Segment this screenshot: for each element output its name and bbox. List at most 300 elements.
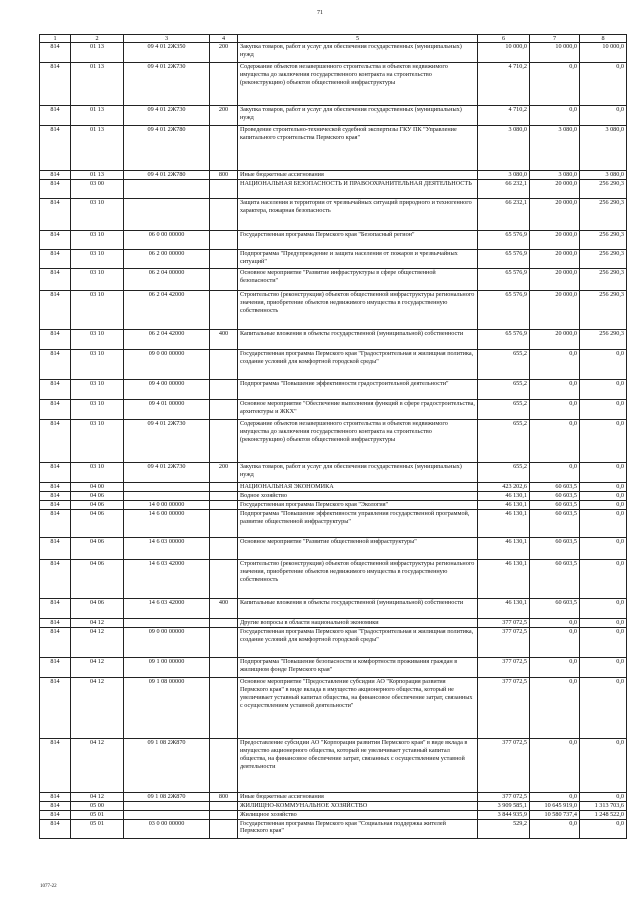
amount-year-2: 10 645 919,0 — [530, 801, 580, 810]
amount-year-2: 60 603,5 — [530, 598, 580, 618]
section-code: 04 12 — [71, 657, 124, 677]
expense-type-code — [210, 198, 238, 230]
expense-type-code — [210, 126, 238, 171]
table-row — [40, 349, 627, 379]
amount-year-1: 377 072,5 — [478, 657, 530, 677]
section-code: 04 12 — [71, 738, 124, 792]
dept-code: 814 — [40, 399, 71, 419]
amount-year-3: 1 248 522,0 — [580, 810, 627, 819]
dept-code: 814 — [40, 537, 71, 559]
amount-year-1: 66 232,1 — [478, 179, 530, 198]
expense-type-code — [210, 230, 238, 249]
amount-year-3: 0,0 — [580, 379, 627, 399]
dept-code: 814 — [40, 419, 71, 462]
section-code: 05 01 — [71, 819, 124, 838]
amount-year-3: 0,0 — [580, 559, 627, 598]
expense-type-code — [210, 491, 238, 500]
item-name: Подпрограмма "Повышение эффективности градостроительной деятельности" — [238, 379, 478, 399]
dept-code: 814 — [40, 198, 71, 230]
amount-year-3: 0,0 — [580, 462, 627, 482]
expense-type-code — [210, 801, 238, 810]
expense-type-code — [210, 738, 238, 792]
target-article-code: 09 4 01 2Ж780 — [124, 171, 210, 180]
amount-year-1: 3 080,0 — [478, 126, 530, 171]
section-code: 04 06 — [71, 491, 124, 500]
dept-code: 814 — [40, 349, 71, 379]
section-code: 03 10 — [71, 268, 124, 290]
item-name: Водное хозяйство — [238, 491, 478, 500]
amount-year-3: 0,0 — [580, 792, 627, 801]
item-name: Иные бюджетные ассигнования — [238, 792, 478, 801]
expense-type-code — [210, 63, 238, 106]
dept-code: 814 — [40, 738, 71, 792]
item-name: Основное мероприятие "Развитие общественной инфраструктуры" — [238, 537, 478, 559]
item-name: Содержание объектов незавершенного строительства и объектов недвижимого имущества до заключения государственного контракта на строительство (реконструкцию) объектов общественной инфраструктуры — [238, 63, 478, 106]
item-name: Строительство (реконструкция) объектов общественной инфраструктуры регионального значения, приобретение объектов недвижимого имущества в государственную собственность — [238, 290, 478, 329]
section-code: 03 10 — [71, 230, 124, 249]
table-row — [40, 627, 627, 657]
target-article-code: 09 4 00 00000 — [124, 379, 210, 399]
amount-year-2: 3 080,0 — [530, 171, 580, 180]
target-article-code: 09 4 01 2Ж730 — [124, 462, 210, 482]
dept-code: 814 — [40, 171, 71, 180]
dept-code: 814 — [40, 329, 71, 349]
target-article-code — [124, 179, 210, 198]
target-article-code: 09 4 01 2Ж730 — [124, 106, 210, 126]
item-name: ЖИЛИЩНО-КОММУНАЛЬНОЕ ХОЗЯЙСТВО — [238, 801, 478, 810]
section-code: 01 13 — [71, 126, 124, 171]
amount-year-3: 3 080,0 — [580, 126, 627, 171]
dept-code: 814 — [40, 598, 71, 618]
table-row — [40, 43, 627, 63]
section-code: 03 10 — [71, 329, 124, 349]
amount-year-2: 0,0 — [530, 106, 580, 126]
item-name: Капитальные вложения в объекты государственной (муниципальной) собственности — [238, 329, 478, 349]
amount-year-1: 46 130,1 — [478, 491, 530, 500]
column-header: 7 — [530, 35, 580, 43]
amount-year-3: 0,0 — [580, 399, 627, 419]
item-name: Другие вопросы в области национальной экономики — [238, 618, 478, 627]
section-code: 05 01 — [71, 810, 124, 819]
amount-year-3: 256 290,3 — [580, 290, 627, 329]
expense-type-code — [210, 419, 238, 462]
expense-type-code — [210, 627, 238, 657]
amount-year-1: 3 844 935,9 — [478, 810, 530, 819]
amount-year-2: 0,0 — [530, 627, 580, 657]
dept-code: 814 — [40, 43, 71, 63]
dept-code: 814 — [40, 268, 71, 290]
amount-year-3: 256 290,3 — [580, 230, 627, 249]
expense-type-code — [210, 819, 238, 838]
amount-year-1: 65 576,9 — [478, 249, 530, 268]
amount-year-1: 65 576,9 — [478, 230, 530, 249]
column-header: 4 — [210, 35, 238, 43]
target-article-code: 06 2 00 00000 — [124, 249, 210, 268]
target-article-code: 09 4 01 2Ж730 — [124, 63, 210, 106]
table-row — [40, 677, 627, 738]
amount-year-3: 3 080,0 — [580, 171, 627, 180]
dept-code: 814 — [40, 618, 71, 627]
section-code: 04 12 — [71, 677, 124, 738]
amount-year-2: 0,0 — [530, 618, 580, 627]
dept-code: 814 — [40, 179, 71, 198]
dept-code: 814 — [40, 810, 71, 819]
table-row — [40, 126, 627, 171]
table-row — [40, 792, 627, 801]
amount-year-2: 0,0 — [530, 379, 580, 399]
target-article-code — [124, 482, 210, 491]
amount-year-3: 256 290,3 — [580, 268, 627, 290]
amount-year-3: 0,0 — [580, 618, 627, 627]
table-row — [40, 819, 627, 838]
table-row — [40, 379, 627, 399]
expense-type-code — [210, 509, 238, 537]
amount-year-3: 256 290,3 — [580, 179, 627, 198]
amount-year-3: 256 290,3 — [580, 249, 627, 268]
section-code: 03 10 — [71, 379, 124, 399]
amount-year-2: 0,0 — [530, 419, 580, 462]
target-article-code: 06 2 04 42000 — [124, 290, 210, 329]
expense-type-code — [210, 268, 238, 290]
amount-year-3: 0,0 — [580, 106, 627, 126]
expense-type-code — [210, 618, 238, 627]
dept-code: 814 — [40, 657, 71, 677]
amount-year-1: 3 080,0 — [478, 171, 530, 180]
dept-code: 814 — [40, 491, 71, 500]
amount-year-2: 60 603,5 — [530, 482, 580, 491]
dept-code: 814 — [40, 819, 71, 838]
amount-year-3: 0,0 — [580, 500, 627, 509]
item-name: Закупка товаров, работ и услуг для обеспечения государственных (муниципальных) нужд — [238, 43, 478, 63]
amount-year-3: 0,0 — [580, 738, 627, 792]
dept-code: 814 — [40, 379, 71, 399]
table-row — [40, 618, 627, 627]
amount-year-2: 60 603,5 — [530, 491, 580, 500]
amount-year-1: 46 130,1 — [478, 509, 530, 537]
amount-year-1: 655,2 — [478, 462, 530, 482]
column-header: 6 — [478, 35, 530, 43]
table-row — [40, 399, 627, 419]
item-name: Подпрограмма "Повышение эффективности управления государственной программой, развитие общественной инфраструктуры" — [238, 509, 478, 537]
amount-year-1: 655,2 — [478, 349, 530, 379]
expense-type-code — [210, 500, 238, 509]
amount-year-2: 0,0 — [530, 349, 580, 379]
amount-year-1: 655,2 — [478, 379, 530, 399]
amount-year-2: 0,0 — [530, 462, 580, 482]
amount-year-1: 377 072,5 — [478, 618, 530, 627]
section-code: 04 06 — [71, 509, 124, 537]
table-row — [40, 810, 627, 819]
item-name: Строительство (реконструкция) объектов общественной инфраструктуры регионального значения, приобретение объектов недвижимого имущества в государственную собственность — [238, 559, 478, 598]
section-code: 03 10 — [71, 462, 124, 482]
amount-year-2: 0,0 — [530, 63, 580, 106]
table-row — [40, 738, 627, 792]
amount-year-1: 655,2 — [478, 399, 530, 419]
amount-year-1: 377 072,5 — [478, 738, 530, 792]
column-header: 1 — [40, 35, 71, 43]
section-code: 03 10 — [71, 198, 124, 230]
amount-year-2: 20 000,0 — [530, 290, 580, 329]
amount-year-1: 46 130,1 — [478, 598, 530, 618]
expense-type-code — [210, 399, 238, 419]
target-article-code: 09 4 01 2Ж350 — [124, 43, 210, 63]
target-article-code: 14 6 03 42000 — [124, 598, 210, 618]
dept-code: 814 — [40, 500, 71, 509]
item-name: Государственная программа Пермского края "Безопасный регион" — [238, 230, 478, 249]
amount-year-2: 0,0 — [530, 792, 580, 801]
amount-year-3: 0,0 — [580, 537, 627, 559]
item-name: Государственная программа Пермского края "Социальная поддержка жителей Пермского края" — [238, 819, 478, 838]
section-code: 05 00 — [71, 801, 124, 810]
item-name: НАЦИОНАЛЬНАЯ БЕЗОПАСНОСТЬ И ПРАВООХРАНИТЕЛЬНАЯ ДЕЯТЕЛЬНОСТЬ — [238, 179, 478, 198]
section-code: 04 06 — [71, 537, 124, 559]
amount-year-1: 65 576,9 — [478, 329, 530, 349]
expense-type-code: 200 — [210, 43, 238, 63]
amount-year-1: 10 000,0 — [478, 43, 530, 63]
section-code: 01 13 — [71, 63, 124, 106]
expense-type-code — [210, 677, 238, 738]
table-row — [40, 106, 627, 126]
table-row — [40, 559, 627, 598]
dept-code: 814 — [40, 801, 71, 810]
expense-type-code — [210, 379, 238, 399]
amount-year-1: 423 202,6 — [478, 482, 530, 491]
dept-code: 814 — [40, 63, 71, 106]
table-row — [40, 63, 627, 106]
amount-year-1: 655,2 — [478, 419, 530, 462]
item-name: Государственная программа Пермского края "Экология" — [238, 500, 478, 509]
table-row — [40, 290, 627, 329]
target-article-code: 06 2 04 42000 — [124, 329, 210, 349]
item-name: Закупка товаров, работ и услуг для обеспечения государственных (муниципальных) нужд — [238, 106, 478, 126]
section-code: 04 00 — [71, 482, 124, 491]
section-code: 01 13 — [71, 43, 124, 63]
section-code: 03 10 — [71, 399, 124, 419]
target-article-code: 14 6 00 00000 — [124, 509, 210, 537]
expense-type-code — [210, 559, 238, 598]
table-row — [40, 500, 627, 509]
expense-type-code: 200 — [210, 106, 238, 126]
amount-year-3: 0,0 — [580, 349, 627, 379]
table-row — [40, 171, 627, 180]
item-name: Подпрограмма "Повышение безопасности и комфортности проживания граждан в жилищном фонде Пермского края" — [238, 657, 478, 677]
amount-year-1: 377 072,5 — [478, 627, 530, 657]
section-code: 01 13 — [71, 106, 124, 126]
table-row — [40, 198, 627, 230]
dept-code: 814 — [40, 677, 71, 738]
item-name: Государственная программа Пермского края "Градостроительная и жилищная политика, создание условий для комфортной городской среды" — [238, 627, 478, 657]
amount-year-2: 20 000,0 — [530, 230, 580, 249]
table-row — [40, 801, 627, 810]
amount-year-1: 529,2 — [478, 819, 530, 838]
section-code: 04 06 — [71, 598, 124, 618]
target-article-code: 06 0 00 00000 — [124, 230, 210, 249]
amount-year-1: 4 710,2 — [478, 106, 530, 126]
amount-year-2: 20 000,0 — [530, 179, 580, 198]
table-row — [40, 179, 627, 198]
amount-year-2: 10 000,0 — [530, 43, 580, 63]
amount-year-2: 60 603,5 — [530, 559, 580, 598]
amount-year-2: 10 580 737,4 — [530, 810, 580, 819]
dept-code: 814 — [40, 230, 71, 249]
section-code: 04 06 — [71, 500, 124, 509]
dept-code: 814 — [40, 627, 71, 657]
section-code: 04 06 — [71, 559, 124, 598]
amount-year-1: 46 130,1 — [478, 537, 530, 559]
expense-type-code — [210, 537, 238, 559]
table-row — [40, 419, 627, 462]
target-article-code: 14 6 03 42000 — [124, 559, 210, 598]
expense-type-code — [210, 349, 238, 379]
section-code: 03 10 — [71, 349, 124, 379]
budget-table — [39, 34, 627, 839]
amount-year-2: 60 603,5 — [530, 500, 580, 509]
target-article-code: 09 4 01 2Ж730 — [124, 419, 210, 462]
target-article-code: 09 0 00 00000 — [124, 349, 210, 379]
expense-type-code: 800 — [210, 171, 238, 180]
table-row — [40, 329, 627, 349]
amount-year-2: 20 000,0 — [530, 329, 580, 349]
amount-year-2: 0,0 — [530, 399, 580, 419]
expense-type-code — [210, 179, 238, 198]
expense-type-code: 400 — [210, 598, 238, 618]
amount-year-1: 65 576,9 — [478, 290, 530, 329]
footer-code: 1077-22 — [40, 884, 57, 889]
section-code: 03 10 — [71, 290, 124, 329]
amount-year-3: 0,0 — [580, 677, 627, 738]
table-row — [40, 249, 627, 268]
item-name: Защита населения и территории от чрезвычайных ситуаций природного и техногенного характера, пожарная безопасность — [238, 198, 478, 230]
column-header: 3 — [124, 35, 210, 43]
table-row — [40, 491, 627, 500]
table-row — [40, 509, 627, 537]
amount-year-1: 3 909 585,1 — [478, 801, 530, 810]
column-header: 5 — [238, 35, 478, 43]
item-name: Основное мероприятие "Обеспечение выполнения функций в сфере градостроительства, архитектуры и ЖКХ" — [238, 399, 478, 419]
amount-year-2: 3 080,0 — [530, 126, 580, 171]
section-code: 03 00 — [71, 179, 124, 198]
target-article-code — [124, 618, 210, 627]
amount-year-1: 4 710,2 — [478, 63, 530, 106]
target-article-code: 03 0 00 00000 — [124, 819, 210, 838]
amount-year-3: 0,0 — [580, 819, 627, 838]
table-row — [40, 598, 627, 618]
table-row — [40, 482, 627, 491]
section-code: 04 12 — [71, 618, 124, 627]
amount-year-3: 0,0 — [580, 627, 627, 657]
target-article-code: 09 1 08 2Ж870 — [124, 738, 210, 792]
column-header: 2 — [71, 35, 124, 43]
table-row — [40, 657, 627, 677]
page-number: 71 — [317, 10, 323, 16]
target-article-code: 09 1 08 00000 — [124, 677, 210, 738]
item-name: Проведение строительно-технической судебной экспертизы ГКУ ПК "Управление капитального строительства Пермского края" — [238, 126, 478, 171]
item-name: Иные бюджетные ассигнования — [238, 171, 478, 180]
target-article-code — [124, 801, 210, 810]
amount-year-1: 46 130,1 — [478, 559, 530, 598]
amount-year-2: 0,0 — [530, 819, 580, 838]
dept-code: 814 — [40, 126, 71, 171]
expense-type-code — [210, 810, 238, 819]
target-article-code: 14 6 03 00000 — [124, 537, 210, 559]
header-row — [40, 35, 627, 43]
column-header: 8 — [580, 35, 627, 43]
expense-type-code — [210, 657, 238, 677]
item-name: Основное мероприятие "Развитие инфраструктуры в сфере общественной безопасности" — [238, 268, 478, 290]
amount-year-2: 0,0 — [530, 677, 580, 738]
amount-year-2: 60 603,5 — [530, 537, 580, 559]
amount-year-1: 377 072,5 — [478, 677, 530, 738]
amount-year-3: 10 000,0 — [580, 43, 627, 63]
target-article-code: 09 1 00 00000 — [124, 657, 210, 677]
target-article-code: 06 2 04 00000 — [124, 268, 210, 290]
dept-code: 814 — [40, 249, 71, 268]
dept-code: 814 — [40, 290, 71, 329]
section-code: 04 12 — [71, 792, 124, 801]
target-article-code: 09 0 00 00000 — [124, 627, 210, 657]
amount-year-2: 0,0 — [530, 738, 580, 792]
item-name: Государственная программа Пермского края "Градостроительная и жилищная политика, создание условий для комфортной городской среды" — [238, 349, 478, 379]
target-article-code — [124, 198, 210, 230]
expense-type-code: 200 — [210, 462, 238, 482]
section-code: 04 12 — [71, 627, 124, 657]
target-article-code: 09 4 01 00000 — [124, 399, 210, 419]
item-name: Капитальные вложения в объекты государственной (муниципальной) собственности — [238, 598, 478, 618]
dept-code: 814 — [40, 462, 71, 482]
amount-year-1: 46 130,1 — [478, 500, 530, 509]
table-row — [40, 537, 627, 559]
amount-year-3: 0,0 — [580, 509, 627, 537]
amount-year-3: 0,0 — [580, 482, 627, 491]
expense-type-code — [210, 290, 238, 329]
target-article-code — [124, 810, 210, 819]
table-row — [40, 268, 627, 290]
section-code: 03 10 — [71, 249, 124, 268]
amount-year-2: 0,0 — [530, 657, 580, 677]
target-article-code: 14 0 00 00000 — [124, 500, 210, 509]
amount-year-3: 0,0 — [580, 419, 627, 462]
target-article-code — [124, 491, 210, 500]
amount-year-2: 60 603,5 — [530, 509, 580, 537]
table-row — [40, 230, 627, 249]
section-code: 03 10 — [71, 419, 124, 462]
amount-year-3: 0,0 — [580, 63, 627, 106]
dept-code: 814 — [40, 509, 71, 537]
section-code: 01 13 — [71, 171, 124, 180]
expense-type-code: 400 — [210, 329, 238, 349]
item-name: НАЦИОНАЛЬНАЯ ЭКОНОМИКА — [238, 482, 478, 491]
expense-type-code: 800 — [210, 792, 238, 801]
item-name: Закупка товаров, работ и услуг для обеспечения государственных (муниципальных) нужд — [238, 462, 478, 482]
dept-code: 814 — [40, 559, 71, 598]
item-name: Предоставление субсидии АО "Корпорация развития Пермского края" в виде вклада в имущество акционерного общества, который не увеличивает уставный капитал общества, на финансовое обеспечение затрат, связанных с осуществлением уставной деятельности — [238, 738, 478, 792]
expense-type-code — [210, 249, 238, 268]
target-article-code: 09 4 01 2Ж780 — [124, 126, 210, 171]
table-row — [40, 462, 627, 482]
item-name: Содержание объектов незавершенного строительства и объектов недвижимого имущества до заключения государственного контракта на строительство (реконструкцию) объектов общественной инфраструктуры — [238, 419, 478, 462]
amount-year-3: 1 313 703,6 — [580, 801, 627, 810]
item-name: Основное мероприятие "Предоставление субсидии АО "Корпорация развития Пермского края" в виде вклада в имущество акционерного общества, который не увеличивает уставный капитал общества, на финансовое обеспечение затрат, связанных с осуществлением уставной деятельности" — [238, 677, 478, 738]
dept-code: 814 — [40, 482, 71, 491]
item-name: Подпрограмма "Предупреждение и защита населения от пожаров и чрезвычайных ситуаций" — [238, 249, 478, 268]
dept-code: 814 — [40, 106, 71, 126]
amount-year-3: 0,0 — [580, 598, 627, 618]
amount-year-2: 20 000,0 — [530, 249, 580, 268]
amount-year-3: 0,0 — [580, 491, 627, 500]
amount-year-3: 256 290,3 — [580, 329, 627, 349]
amount-year-3: 0,0 — [580, 657, 627, 677]
item-name: Жилищное хозяйство — [238, 810, 478, 819]
